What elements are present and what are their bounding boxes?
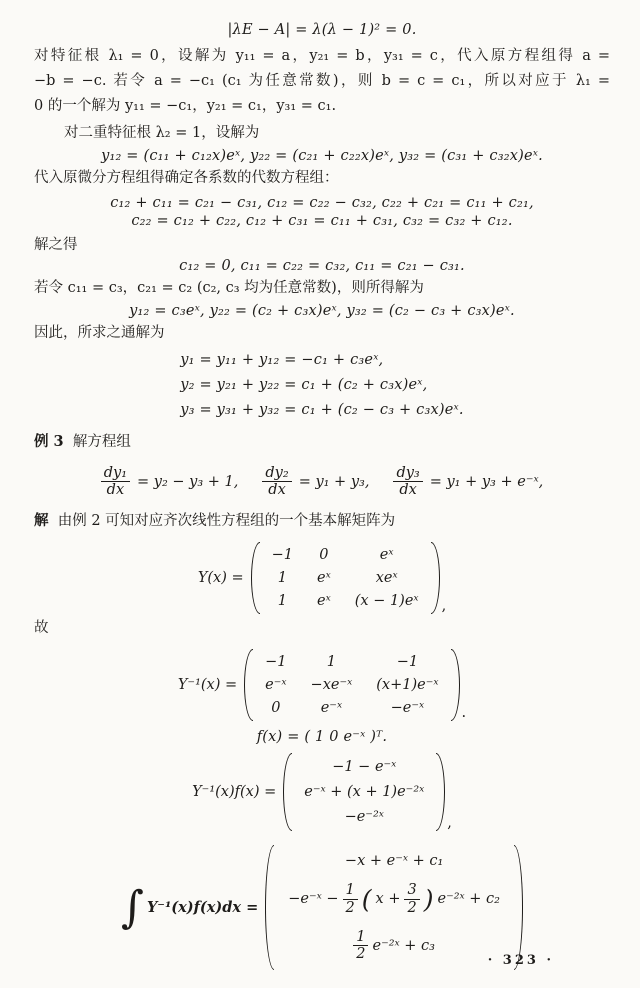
paragraph-3: 代入原微分方程组得确定各系数的代数方程组： [34, 170, 339, 186]
ode-3-fraction [393, 465, 422, 498]
ode-1-denominator: dx [106, 482, 125, 499]
ode-3 [393, 465, 543, 498]
matrix-paren-left [265, 845, 274, 970]
matrix-cell: eˣ [317, 570, 331, 587]
integral-result-vector [265, 845, 523, 970]
integral-equation-row [34, 845, 610, 970]
f-vector-equation: f(x) = ( 1 0 e⁻ˣ )ᵀ. [256, 729, 388, 746]
matrix-cell: e⁻ˣ [320, 700, 343, 717]
coefficient-equation-2: c₂₂ = c₁₂ + c₂₂, c₁₂ + c₃₁ = c₁₁ + c₃₁, c₃₂ = c₃₂ + c₁₂. [131, 213, 513, 229]
ode-1-numerator: dy₁ [101, 465, 130, 482]
ode-3-numerator: dy₃ [393, 465, 422, 482]
assumed-solution-equation: y₁₂ = (c₁₁ + c₁₂x)eˣ, y₂₂ = (c₂₁ + c₂₂x)eˣ, y₃₂ = (c₃₁ + c₃₂x)eˣ. [101, 148, 543, 164]
matrix-cell: xeˣ [375, 570, 398, 587]
page-number: · 323 · [487, 953, 554, 968]
vector-cell: −1 − e⁻ˣ [332, 759, 397, 776]
ode-2-numerator: dy₂ [262, 465, 291, 482]
integral-lhs: Y⁻¹(x)f(x)dx = [146, 899, 259, 917]
general-solution-line-3: y₃ = y₃₁ + y₃₂ = c₁ + (c₂ − c₃ + c₃x)eˣ. [180, 402, 464, 418]
solution-label: 解 [34, 512, 49, 530]
product-vector-row [34, 753, 610, 831]
paragraph-5: 若令 c₁₁ = c₃，c₂₁ = c₂ (c₂, c₃ 均为任意常数)，则所得解为 [34, 280, 424, 296]
ode-1-rhs: = y₂ − y₃ + 1, [137, 473, 239, 490]
matrix-trailing-punctuation: . [461, 705, 467, 722]
fraction-numerator: 1 [343, 882, 358, 899]
matrix-trailing-punctuation: , [441, 598, 447, 615]
matrix-paren-right [431, 542, 440, 614]
paragraph-4: 解之得 [34, 237, 78, 253]
fundamental-matrix-row [34, 542, 610, 614]
close-paren: ) [423, 884, 434, 914]
fraction-denominator: 2 [407, 899, 417, 916]
general-solution-block [34, 348, 610, 423]
inverse-matrix-row [34, 649, 610, 721]
fundamental-matrix-lhs: Y(x) = [197, 570, 244, 587]
product-vector [283, 753, 445, 831]
paragraph-1-line-3: 0 的一个解为 y₁₁ = −c₁，y₂₁ = c₁，y₃₁ = c₁. [34, 98, 337, 114]
matrix-cell: (x − 1)eˣ [354, 593, 419, 610]
fraction-numerator: 1 [353, 929, 368, 946]
ode-2-fraction [262, 465, 291, 498]
matrix-cell: 1 [277, 593, 287, 610]
vector-cell: −e⁻²ˣ [344, 809, 384, 826]
ode-1 [101, 465, 239, 498]
matrix-paren-right [436, 753, 445, 831]
integral-row-2 [288, 882, 500, 915]
matrix-cell: 0 [319, 547, 329, 564]
paragraph-1-line-2: −b = −c. 若令 a = −c₁ (c₁ 为任意常数)，则 b = c = c₁，所以对应于 λ₁ = [34, 73, 610, 89]
general-solution-line-1: y₁ = y₁₁ + y₁₂ = −c₁ + c₃eˣ, [180, 352, 384, 368]
ode-2-denominator: dx [268, 482, 286, 499]
matrix-cell: −1 [271, 547, 294, 564]
one-half-fraction [343, 882, 358, 915]
fraction-numerator: 3 [404, 882, 419, 899]
open-paren: ( [361, 884, 372, 914]
fraction-denominator: 2 [356, 946, 366, 963]
integral-row-1: −x + e⁻ˣ + c₁ [344, 853, 444, 870]
solution-heading [34, 508, 610, 534]
matrix-cell: eˣ [379, 547, 394, 564]
matrix-cell: 1 [326, 654, 337, 671]
particular-solution-equation: y₁₂ = c₃eˣ, y₂₂ = (c₂ + c₃x)eˣ, y₃₂ = (c₂ − c₃ + c₃x)eˣ. [129, 303, 515, 319]
example-3-heading [34, 429, 610, 455]
matrix-cell: e⁻ˣ [265, 677, 287, 694]
paragraph-2: 对二重特征根 λ₂ = 1，设解为 [64, 125, 260, 141]
ode-2 [262, 465, 369, 498]
matrix-paren-left [244, 649, 253, 721]
inverse-matrix-lhs: Y⁻¹(x) = [177, 677, 238, 694]
ode-1-fraction [101, 465, 130, 498]
matrix-paren-left [283, 753, 292, 831]
ode-3-denominator: dx [399, 482, 417, 499]
integral-row-2-part: x + [375, 891, 401, 908]
matrix-paren-right [451, 649, 460, 721]
matrix-cell: −e⁻ˣ [390, 700, 425, 717]
matrix-cell: (x+1)e⁻ˣ [376, 677, 439, 694]
matrix-cell: eˣ [317, 593, 331, 610]
matrix-cell: 0 [271, 700, 281, 717]
integral-row-2-part: e⁻²ˣ + c₂ [437, 891, 500, 908]
vector-cell: e⁻ˣ + (x + 1)e⁻²ˣ [304, 784, 425, 801]
general-solution-line-2: y₂ = y₂₁ + y₂₂ = c₁ + (c₂ + c₃x)eˣ, [180, 377, 428, 393]
product-vector-lhs: Y⁻¹(x)f(x) = [192, 784, 277, 801]
matrix-paren-left [251, 542, 260, 614]
inverse-matrix [244, 649, 459, 721]
paragraph-6: 因此，所求之通解为 [34, 325, 165, 341]
fundamental-matrix [251, 542, 440, 614]
matrix-cell: −1 [265, 654, 287, 671]
ode-system-row [34, 465, 610, 498]
matrix-cell: 1 [277, 570, 287, 587]
coefficient-equation-1: c₁₂ + c₁₁ = c₂₁ − c₃₁, c₁₂ = c₂₂ − c₃₂, c₂₂ + c₂₁ = c₁₁ + c₂₁, [110, 195, 534, 211]
matrix-cell: −1 [396, 654, 419, 671]
example-3-title: 解方程组 [72, 434, 131, 450]
ode-2-rhs: = y₁ + y₃, [298, 473, 370, 490]
integral-sign: ∫ [121, 882, 144, 934]
characteristic-equation: |λE − A| = λ(λ − 1)² = 0. [227, 22, 417, 38]
fraction-denominator: 2 [345, 899, 355, 916]
integral-row-3 [353, 929, 435, 962]
matrix-paren-right [514, 845, 523, 970]
gu-label: 故 [34, 620, 49, 637]
ode-3-rhs: = y₁ + y₃ + e⁻ˣ, [429, 473, 544, 490]
paragraph-1-line-1: 对特征根 λ₁ = 0，设解为 y₁₁ = a，y₂₁ = b，y₃₁ = c，代入原方程组得 a = [34, 48, 610, 64]
matrix-trailing-punctuation: , [447, 815, 452, 832]
one-half-fraction [353, 929, 368, 962]
example-3-label: 例 3 [34, 433, 64, 450]
integral-row-3-part: e⁻²ˣ + c₃ [372, 937, 435, 954]
matrix-cell: −xe⁻ˣ [310, 677, 353, 694]
solution-text: 由例 2 可知对应齐次线性方程组的一个基本解矩阵为 [57, 513, 396, 530]
integral-row-2-part: −e⁻ˣ − [288, 891, 339, 908]
three-halves-fraction [404, 882, 419, 915]
coefficient-solution-equation: c₁₂ = 0, c₁₁ = c₂₂ = c₃₂, c₁₁ = c₂₁ − c₃₁. [179, 258, 465, 274]
